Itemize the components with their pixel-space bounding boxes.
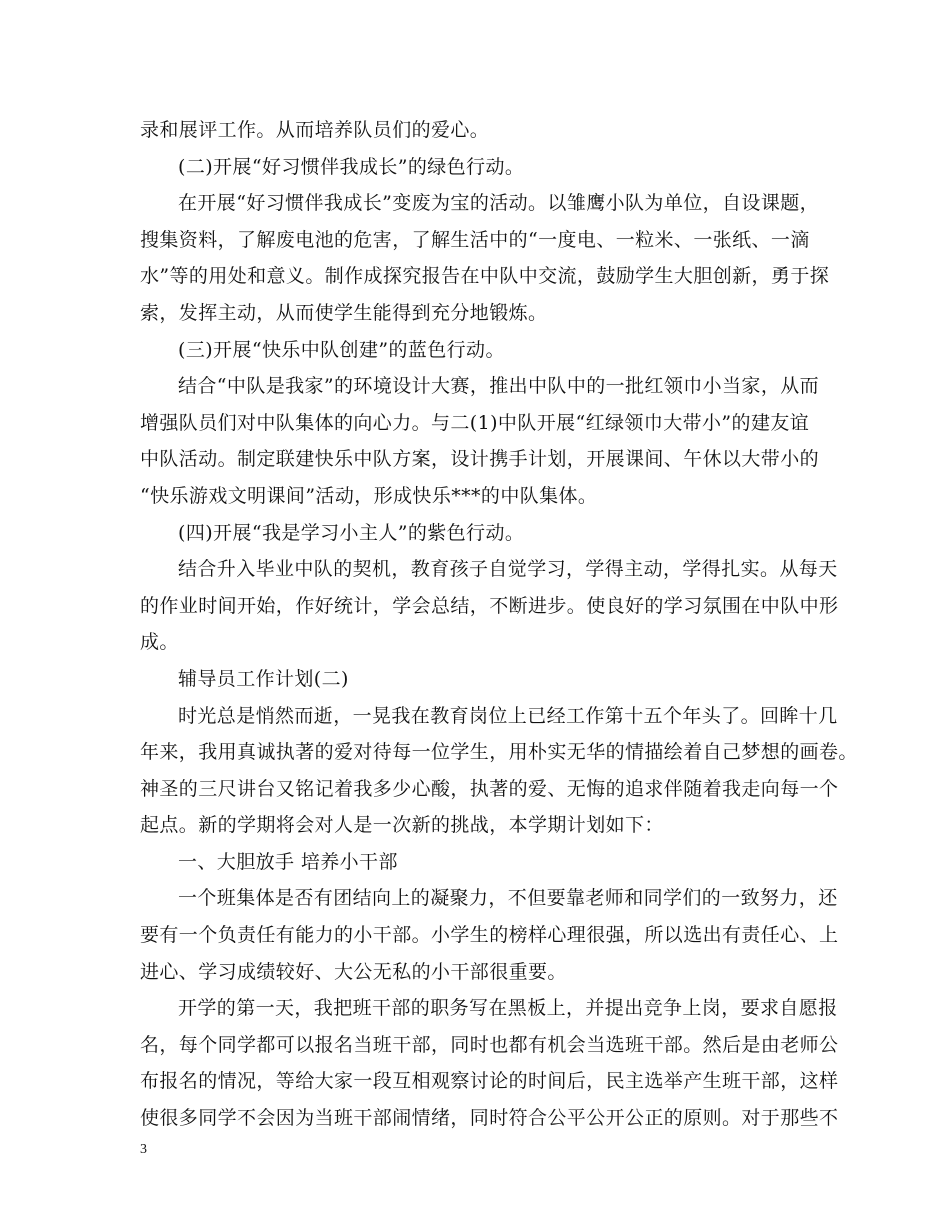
text-line: 使很多同学不会因为当班干部闹情绪，同时符合公平公开公正的原则。对于那些不 bbox=[140, 1107, 839, 1130]
text-line: 辅导员工作计划(二) bbox=[178, 667, 349, 690]
text-line: 开学的第一天，我把班干部的职务写在黑板上，并提出竞争上岗，要求自愿报 bbox=[178, 997, 838, 1020]
text-line: 要有一个负责任有能力的小干部。小学生的榜样心理很强，所以选出有责任心、上 bbox=[140, 924, 839, 947]
text-line: “快乐游戏文明课间”活动，形成快乐***的中队集体。 bbox=[140, 484, 598, 507]
text-line: (二)开展“好习惯伴我成长”的绿色行动。 bbox=[178, 155, 525, 178]
text-line: 一个班集体是否有团结向上的凝聚力，不但要靠老师和同学们的一致努力，还 bbox=[178, 887, 838, 910]
text-line: (三)开展“快乐中队创建”的蓝色行动。 bbox=[178, 338, 505, 361]
text-line: 神圣的三尺讲台又铭记着我多少心酸，执著的爱、无悔的追求伴随着我走向每一个 bbox=[140, 777, 839, 800]
text-line: 年来，我用真诚执著的爱对待每一位学生，用朴实无华的情描绘着自己梦想的画卷。 bbox=[140, 741, 858, 764]
text-line: 索，发挥主动，从而使学生能得到充分地锻炼。 bbox=[140, 301, 548, 324]
text-line: 进心、学习成绩较好、大公无私的小干部很重要。 bbox=[140, 960, 567, 983]
text-line: 时光总是悄然而逝，一晃我在教育岗位上已经工作第十五个年头了。回眸十几 bbox=[178, 704, 838, 727]
text-line: 布报名的情况，等给大家一段互相观察讨论的时间后，民主选举产生班干部，这样 bbox=[140, 1070, 839, 1093]
document-body bbox=[140, 112, 858, 1137]
text-line: 的作业时间开始，作好统计，学会总结，不断进步。使良好的学习氛围在中队中形 bbox=[140, 594, 839, 617]
text-line: 中队活动。制定联建快乐中队方案，设计携手计划，开展课间、午休以大带小的 bbox=[140, 448, 820, 471]
page-number: 3 bbox=[140, 1142, 147, 1157]
text-line: 一、大胆放手 培养小干部 bbox=[178, 850, 398, 873]
text-line: 水”等的用处和意义。制作成探究报告在中队中交流，鼓励学生大胆创新，勇于探 bbox=[140, 265, 830, 288]
text-line: 结合升入毕业中队的契机，教育孩子自觉学习，学得主动，学得扎实。从每天 bbox=[178, 558, 838, 581]
text-line: 结合“中队是我家”的环境设计大赛，推出中队中的一批红领巾小当家，从而 bbox=[178, 375, 820, 398]
text-line: 增强队员们对中队集体的向心力。与二(1)中队开展“红绿领巾大带小”的建友谊 bbox=[140, 411, 810, 434]
text-line: 录和展评工作。从而培养队员们的爱心。 bbox=[140, 119, 490, 141]
text-line: (四)开展“我是学习小主人”的紫色行动。 bbox=[178, 521, 525, 544]
text-line: 搜集资料，了解废电池的危害，了解生活中的“一度电、一粒米、一张纸、一滴 bbox=[140, 228, 810, 251]
text-line: 起点。新的学期将会对人是一次新的挑战，本学期计划如下： bbox=[140, 814, 664, 837]
text-line: 成。 bbox=[140, 631, 179, 654]
text-line: 名，每个同学都可以报名当班干部，同时也都有机会当选班干部。然后是由老师公 bbox=[140, 1033, 839, 1056]
text-line: 在开展“好习惯伴我成长”变废为宝的活动。以雏鹰小队为单位，自设课题， bbox=[178, 192, 820, 215]
